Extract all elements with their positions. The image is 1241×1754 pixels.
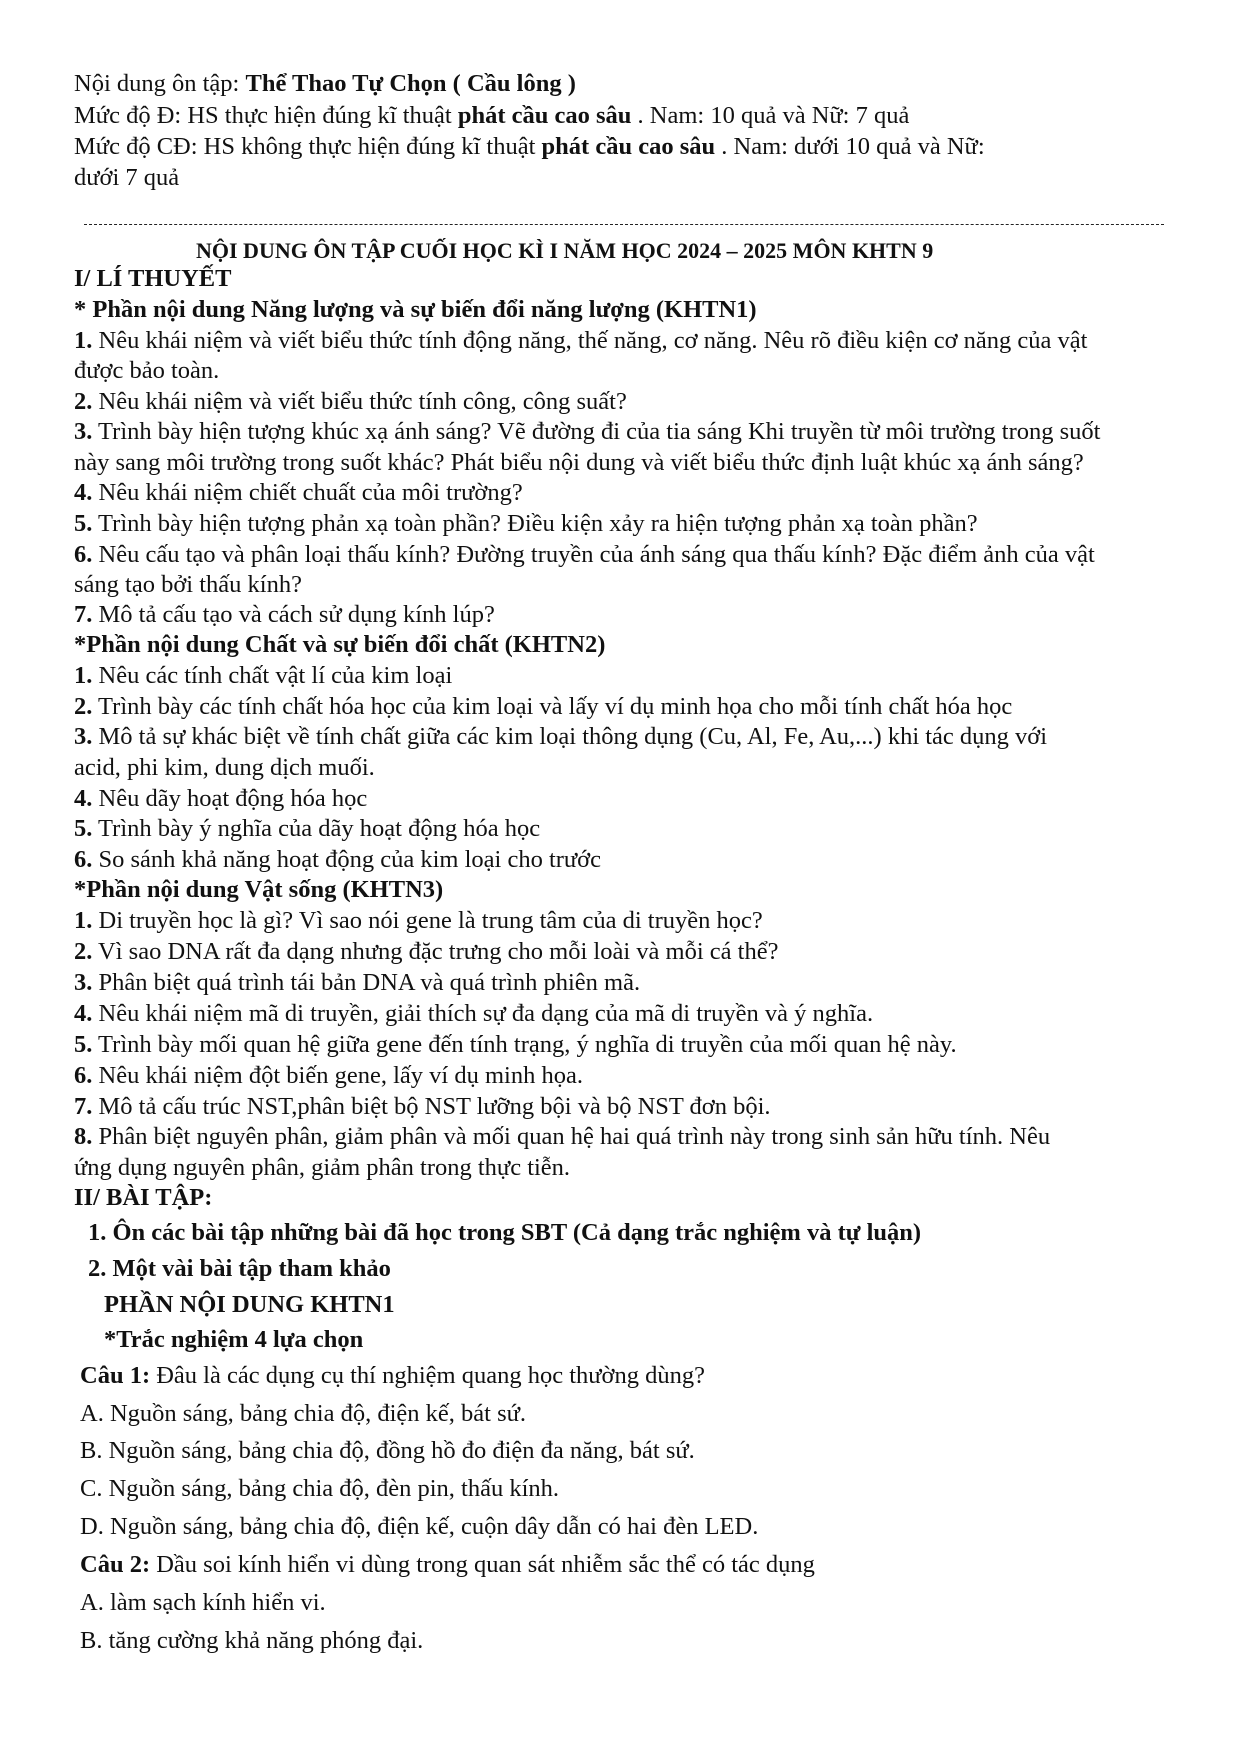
level-pass-prefix: Mức độ Đ: HS thực hiện đúng kĩ thuật <box>74 102 458 129</box>
item-text: Mô tả cấu trúc NST,phân biệt bộ NST lưỡng bội và bộ NST đơn bội. <box>92 1093 771 1120</box>
item-text: Nêu cấu tạo và phân loại thấu kính? Đường truyền của ánh sáng qua thấu kính? Đặc điểm ảnh của vật <box>92 541 1095 568</box>
item-number: 3. <box>74 418 93 445</box>
question-text: Dầu soi kính hiển vi dùng trong quan sát nhiễm sắc thể có tác dụng <box>150 1551 815 1578</box>
list-item-cont: ứng dụng nguyên phân, giảm phân trong thực tiễn. <box>74 1154 571 1181</box>
item-number: 3. <box>74 969 93 996</box>
list-item <box>74 661 452 691</box>
level-fail-prefix: Mức độ CĐ: HS không thực hiện đúng kĩ thuật <box>74 133 542 160</box>
level-pass-line <box>74 101 909 131</box>
level-fail-line <box>74 132 985 162</box>
item-number: 6. <box>74 846 93 873</box>
item-number: 4. <box>74 479 93 506</box>
item-text: Vì sao DNA rất đa dạng nhưng đặc trưng cho mỗi loài và mỗi cá thể? <box>92 938 779 965</box>
list-item <box>74 1092 771 1122</box>
list-item <box>74 937 778 967</box>
list-item-cont: sáng tạo bởi thấu kính? <box>74 571 302 598</box>
dashed-divider <box>84 224 1164 225</box>
item-text: Di truyền học là gì? Vì sao nói gene là trung tâm của di truyền học? <box>92 907 763 934</box>
item-text: Phân biệt quá trình tái bản DNA và quá trình phiên mã. <box>92 969 641 996</box>
item-number: 5. <box>74 1031 93 1058</box>
list-item <box>74 540 1095 570</box>
exercise-item: 1. Ôn các bài tập những bài đã học trong SBT (Cả dạng trắc nghiệm và tự luận) <box>88 1219 922 1246</box>
item-text: Mô tả cấu tạo và cách sử dụng kính lúp? <box>92 601 495 628</box>
item-number: 2. <box>74 693 93 720</box>
quiz-heading: *Trắc nghiệm 4 lựa chọn <box>104 1326 364 1353</box>
item-number: 4. <box>74 785 93 812</box>
item-text: Phân biệt nguyên phân, giảm phân và mối quan hệ hai quá trình này trong sinh sản hữu tính. Nêu <box>92 1123 1051 1150</box>
item-text: Nêu các tính chất vật lí của kim loại <box>92 662 453 689</box>
item-number: 8. <box>74 1123 93 1150</box>
part-heading-khtn2: *Phần nội dung Chất và sự biến đổi chất (KHTN2) <box>74 631 606 658</box>
item-text: Mô tả sự khác biệt về tính chất giữa các kim loại thông dụng (Cu, Al, Fe, Au,...) khi tác dụng với <box>92 723 1048 750</box>
item-number: 2. <box>74 938 93 965</box>
item-number: 7. <box>74 601 93 628</box>
list-item <box>74 845 601 875</box>
question-label: Câu 1: <box>80 1362 151 1389</box>
item-text: Nêu khái niệm đột biến gene, lấy ví dụ minh họa. <box>92 1062 583 1089</box>
answer-option: A. làm sạch kính hiển vi. <box>80 1589 326 1616</box>
item-text: So sánh khả năng hoạt động của kim loại cho trước <box>92 846 602 873</box>
level-fail-line-cont: dưới 7 quả <box>74 164 180 191</box>
section-heading-theory: I/ LÍ THUYẾT <box>74 265 232 292</box>
exercise-item: 2. Một vài bài tập tham khảo <box>88 1255 391 1282</box>
list-item-cont: này sang môi trường trong suốt khác? Phát biểu nội dung và viết biểu thức định luật khúc xạ ánh sáng? <box>74 449 1084 476</box>
level-fail-suffix: . Nam: dưới 10 quả và Nữ: <box>715 133 985 160</box>
list-item <box>74 1122 1050 1152</box>
sport-name: Thể Thao Tự Chọn ( Cầu lông ) <box>245 70 576 97</box>
list-item <box>74 999 873 1029</box>
answer-option: C. Nguồn sáng, bảng chia độ, đèn pin, thấu kính. <box>80 1475 560 1502</box>
item-number: 1. <box>74 907 93 934</box>
item-text: Nêu khái niệm và viết biểu thức tính công, công suất? <box>92 388 627 415</box>
item-number: 1. <box>74 662 93 689</box>
list-item-cont: acid, phi kim, dung dịch muối. <box>74 754 375 781</box>
part-heading-khtn1: * Phần nội dung Năng lượng và sự biến đổi năng lượng (KHTN1) <box>74 296 757 323</box>
label-text: Nội dung ôn tập: <box>74 70 246 97</box>
list-item <box>74 784 367 814</box>
list-item <box>74 906 763 936</box>
item-number: 4. <box>74 1000 93 1027</box>
item-text: Trình bày hiện tượng phản xạ toàn phần? Điều kiện xảy ra hiện tượng phản xạ toàn phần? <box>92 510 978 537</box>
level-pass-suffix: . Nam: 10 quả và Nữ: 7 quả <box>631 102 910 129</box>
review-content-line <box>74 69 576 99</box>
list-item <box>74 387 627 417</box>
item-text: Nêu khái niệm chiết chuất của môi trường? <box>92 479 523 506</box>
list-item-cont: được bảo toàn. <box>74 357 220 384</box>
technique-name: phát cầu cao sâu <box>457 102 632 129</box>
list-item <box>74 417 1101 447</box>
item-text: Trình bày mối quan hệ giữa gene đến tính trạng, ý nghĩa di truyền của mối quan hệ này. <box>92 1031 957 1058</box>
item-text: Nêu dãy hoạt động hóa học <box>92 785 368 812</box>
sub-heading: PHẦN NỘI DUNG KHTN1 <box>104 1291 395 1318</box>
item-number: 6. <box>74 1062 93 1089</box>
answer-option: B. tăng cường khả năng phóng đại. <box>80 1627 424 1654</box>
item-number: 5. <box>74 510 93 537</box>
list-item <box>74 968 640 998</box>
question-label: Câu 2: <box>80 1551 151 1578</box>
item-number: 6. <box>74 541 93 568</box>
list-item <box>74 692 1012 722</box>
item-text: Trình bày các tính chất hóa học của kim loại và lấy ví dụ minh họa cho mỗi tính chất hóa học <box>92 693 1013 720</box>
answer-option: B. Nguồn sáng, bảng chia độ, đồng hồ đo điện đa năng, bát sứ. <box>80 1437 695 1464</box>
item-text: Trình bày ý nghĩa của dãy hoạt động hóa học <box>92 815 541 842</box>
list-item <box>74 509 978 539</box>
list-item <box>74 1061 583 1091</box>
technique-name: phát cầu cao sâu <box>541 133 716 160</box>
item-text: Nêu khái niệm mã di truyền, giải thích sự đa dạng của mã di truyền và ý nghĩa. <box>92 1000 874 1027</box>
list-item <box>74 600 495 630</box>
list-item <box>74 1030 957 1060</box>
answer-option: D. Nguồn sáng, bảng chia độ, điện kế, cuộn dây dẫn có hai đèn LED. <box>80 1513 759 1540</box>
document-title: NỘI DUNG ÔN TẬP CUỐI HỌC KÌ I NĂM HỌC 2024 – 2025 MÔN KHTN 9 <box>196 238 934 263</box>
list-item <box>74 814 540 844</box>
item-number: 2. <box>74 388 93 415</box>
part-heading-khtn3: *Phần nội dung Vật sống (KHTN3) <box>74 876 444 903</box>
answer-option: A. Nguồn sáng, bảng chia độ, điện kế, bát sứ. <box>80 1400 527 1427</box>
section-heading-exercises: II/ BÀI TẬP: <box>74 1184 213 1211</box>
list-item <box>74 722 1047 752</box>
item-number: 5. <box>74 815 93 842</box>
item-number: 3. <box>74 723 93 750</box>
item-number: 1. <box>74 327 93 354</box>
list-item <box>74 478 523 508</box>
question <box>80 1361 705 1391</box>
item-text: Nêu khái niệm và viết biểu thức tính động năng, thế năng, cơ năng. Nêu rõ điều kiện cơ năng của vật <box>92 327 1088 354</box>
question <box>80 1550 815 1580</box>
item-number: 7. <box>74 1093 93 1120</box>
list-item <box>74 326 1087 356</box>
item-text: Trình bày hiện tượng khúc xạ ánh sáng? Vẽ đường đi của tia sáng Khi truyền từ môi trường trong suốt <box>92 418 1101 445</box>
question-text: Đâu là các dụng cụ thí nghiệm quang học thường dùng? <box>150 1362 705 1389</box>
